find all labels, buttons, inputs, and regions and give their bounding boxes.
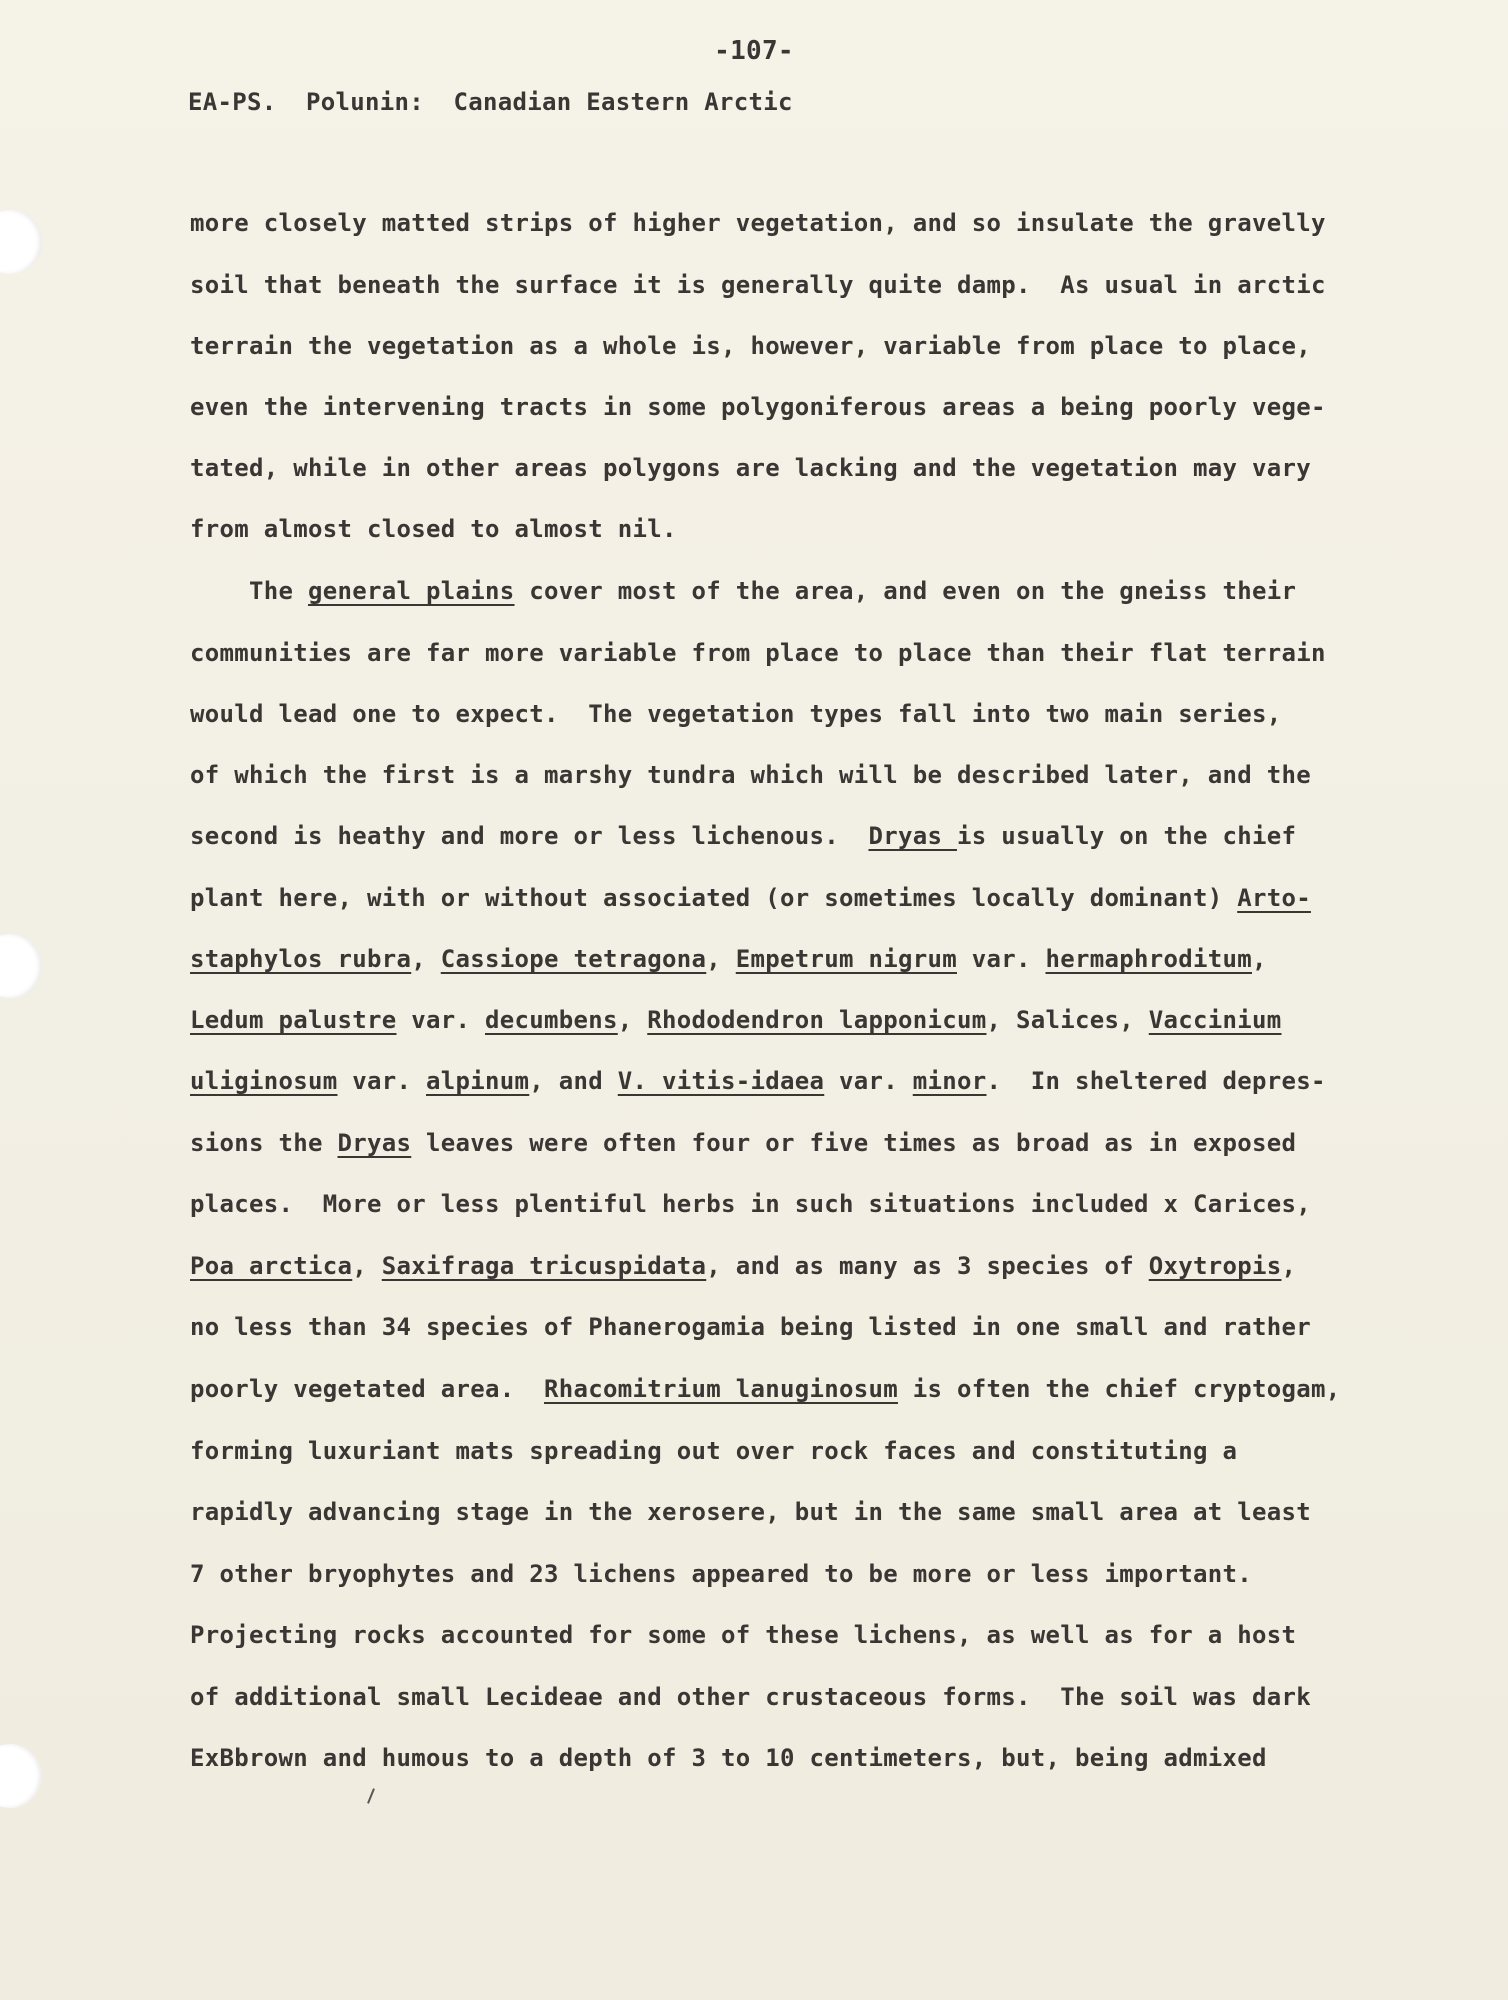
text-line: The general plains cover most of the area, and even on the gneiss their [190, 577, 1297, 605]
text-line: Projecting rocks accounted for some of these lichens, as well as for a host [190, 1621, 1297, 1649]
text-line: would lead one to expect. The vegetation types fall into two main series, [190, 700, 1282, 728]
underlined-term: decumbens [485, 1006, 618, 1034]
underlined-term: Rhacomitrium lanuginosum [543, 1375, 898, 1403]
text-line: staphylos rubra, Cassiope tetragona, Empetrum nigrum var. hermaphroditum, [190, 945, 1267, 973]
underlined-term: staphylos rubra [190, 945, 412, 973]
underlined-term: Saxifraga tricuspidata [381, 1252, 707, 1280]
punch-hole [0, 934, 42, 998]
text-line: places. More or less plentiful herbs in such situations included x Carices, [190, 1190, 1311, 1218]
text-line: 7 other bryophytes and 23 lichens appeared to be more or less important. [190, 1560, 1252, 1588]
underlined-term: Oxytropis [1148, 1252, 1282, 1280]
text-line: soil that beneath the surface it is generally quite damp. As usual in arctic [190, 271, 1326, 299]
text-line: plant here, with or without associated (or sometimes locally dominant) Arto- [190, 884, 1311, 912]
text-line: forming luxuriant mats spreading out over rock faces and constituting a [190, 1437, 1238, 1465]
text-line: from almost closed to almost nil. [190, 515, 677, 543]
underlined-term: minor [912, 1067, 987, 1095]
text-line: rapidly advancing stage in the xerosere, but in the same small area at least [190, 1498, 1311, 1526]
text-line: Ledum palustre var. decumbens, Rhododendron lapponicum, Salices, Vaccinium [190, 1006, 1282, 1034]
underlined-term: Dryas [868, 822, 957, 850]
strikeover-mark: a [1030, 393, 1046, 421]
text-line: terrain the vegetation as a whole is, however, variable from place to place, [190, 332, 1311, 360]
page-number: -107- [714, 36, 794, 66]
underlined-term: Arto- [1237, 884, 1311, 912]
text-line: uliginosum var. alpinum, and V. vitis-idaea var. minor. In sheltered depres- [190, 1067, 1326, 1095]
running-head: EA-PS. Polunin: Canadian Eastern Arctic [188, 88, 793, 116]
text-line: of which the first is a marshy tundra which will be described later, and the [190, 761, 1311, 789]
underlined-term: Cassiope tetragona [440, 945, 707, 973]
underlined-term: alpinum [426, 1067, 530, 1095]
underlined-term: general plains [308, 577, 515, 605]
underlined-term: V. vitis-idaea [617, 1067, 825, 1095]
text-line: of additional small Lecideae and other crustaceous forms. The soil was dark [190, 1683, 1311, 1711]
underlined-term: Poa arctica [190, 1252, 353, 1280]
text-line: even the intervening tracts in some polygoniferous areas a being poorly vege- [190, 393, 1326, 421]
text-line: more closely matted strips of higher vegetation, and so insulate the gravelly [190, 209, 1326, 237]
text-line: second is heathy and more or less lichenous. Dryas is usually on the chief [190, 822, 1297, 850]
text-line: communities are far more variable from place to place than their flat terrain [190, 639, 1326, 667]
text-line: ExBbrown and humous to a depth of 3 to 10 centimeters, but, being admixed [190, 1744, 1267, 1772]
text-line: poorly vegetated area. Rhacomitrium lanuginosum is often the chief cryptogam, [190, 1375, 1341, 1403]
strikeover-mark: x [1163, 1190, 1179, 1218]
punch-hole [0, 210, 42, 274]
text-line: Poa arctica, Saxifraga tricuspidata, and as many as 3 species of Oxytropis, [190, 1252, 1297, 1280]
text-line: tated, while in other areas polygons are lacking and the vegetation may vary [190, 454, 1311, 482]
punch-hole [0, 1744, 42, 1808]
text-line: sions the Dryas leaves were often four or five times as broad as in exposed [190, 1129, 1297, 1157]
underlined-term: uliginosum [190, 1067, 338, 1095]
underlined-term: Dryas [337, 1129, 412, 1157]
underlined-term: hermaphroditum [1045, 945, 1252, 973]
text-line: no less than 34 species of Phanerogamia being listed in one small and rather [190, 1313, 1311, 1341]
underlined-term: Ledum palustre [190, 1006, 397, 1034]
underlined-term: Rhododendron lapponicum [647, 1006, 987, 1034]
underlined-term: Empetrum nigrum [735, 945, 957, 973]
stray-pen-mark [367, 1788, 375, 1804]
underlined-term: Vaccinium [1148, 1006, 1282, 1034]
